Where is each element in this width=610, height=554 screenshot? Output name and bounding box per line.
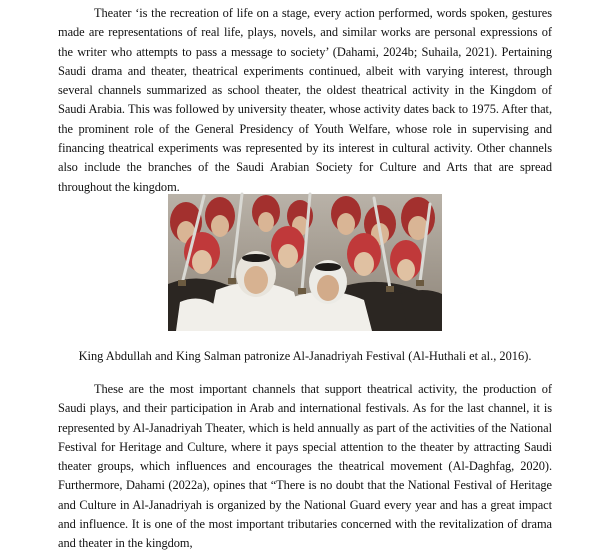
- body-paragraph-1: Theater ‘is the recreation of life on a stage, every action performed, words spoken, gestures made are representations of real life, plays, novels, and similar works are personal expressions of the writer who attempts to pass a message to society’ (Dahami, 2024b; Suhaila, 2021). Pertaining Saudi drama and theater, theatrical experiments continued, albeit with varying interest, through several channels summarized as school theater, the oldest theatrical activity in the Kingdom of Saudi Arabia. This was followed by university theater, whose activity dates back to 1975. After that, the prominent role of the General Presidency of Youth Welfare, whose role in supervising and financing theatrical experiments was represented by its interest in cultural activity. Other channels also include the branches of the Saudi Arabian Society for Culture and Arts that are spread throughout the kingdom.: [58, 6, 552, 194]
- body-paragraph-2: These are the most important channels that support theatrical activity, the production of Saudi plays, and their participation in Arab and international festivals. As for the last channel, it is represented by Al-Janadriyah Theater, which is held annually as part of the activities of the National Festival for Heritage and Culture, where it pays special attention to the theater by attracting Saudi theater groups, which influences and encourages the theatrical movement (Al-Daghfag, 2020). Furthermore, Dahami (2022a), opines that “There is no doubt that the National Festival of Heritage and Culture in Al-Janadriyah is organized by the National Guard every year and has a great impact and influence. It is one of the most important tributaries concerned with the revitalization of drama and theater in the kingdom,: [58, 382, 552, 551]
- figure-caption: King Abdullah and King Salman patronize Al-Janadriyah Festival (Al-Huthali et al., 2016).: [78, 349, 532, 363]
- festival-photo: [168, 194, 442, 331]
